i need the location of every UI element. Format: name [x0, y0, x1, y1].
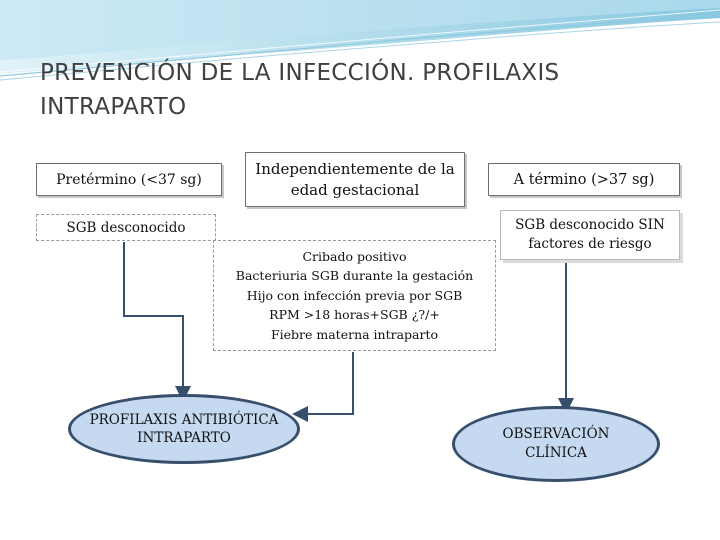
- criteria-line: Fiebre materna intraparto: [270, 326, 439, 342]
- connector-unknown-to-prophylaxis: [124, 242, 183, 394]
- independent-gestational-age-box: Independientemente de la edad gestacional: [245, 152, 465, 207]
- page-title: PREVENCIÓN DE LA INFECCIÓN. PROFILAXIS INTRAPARTO: [40, 60, 560, 120]
- criteria-line: Bacteriuria SGB durante la gestación: [235, 268, 474, 284]
- prophylaxis-outcome: [68, 394, 300, 464]
- connector-criteria-to-prophylaxis: [300, 352, 353, 414]
- preterm-box: Pretérmino (<37 sg): [36, 163, 222, 196]
- observation-outcome: [452, 406, 660, 482]
- criteria-line: Hijo con infección previa por SGB: [246, 287, 463, 303]
- risk-criteria-box: [213, 240, 496, 351]
- criteria-line: RPM >18 horas+SGB ¿?/+: [269, 307, 440, 323]
- prophylaxis-label: PROFILAXIS ANTIBIÓTICA INTRAPARTO: [89, 412, 279, 446]
- observation-label: OBSERVACIÓN CLÍNICA: [502, 426, 610, 461]
- unknown-gbs-no-risk-factors-box: SGB desconocido SIN factores de riesgo: [500, 210, 680, 260]
- unknown-gbs-box: SGB desconocido: [36, 214, 216, 241]
- criteria-line: Cribado positivo: [302, 248, 407, 264]
- term-box: A término (>37 sg): [488, 163, 680, 196]
